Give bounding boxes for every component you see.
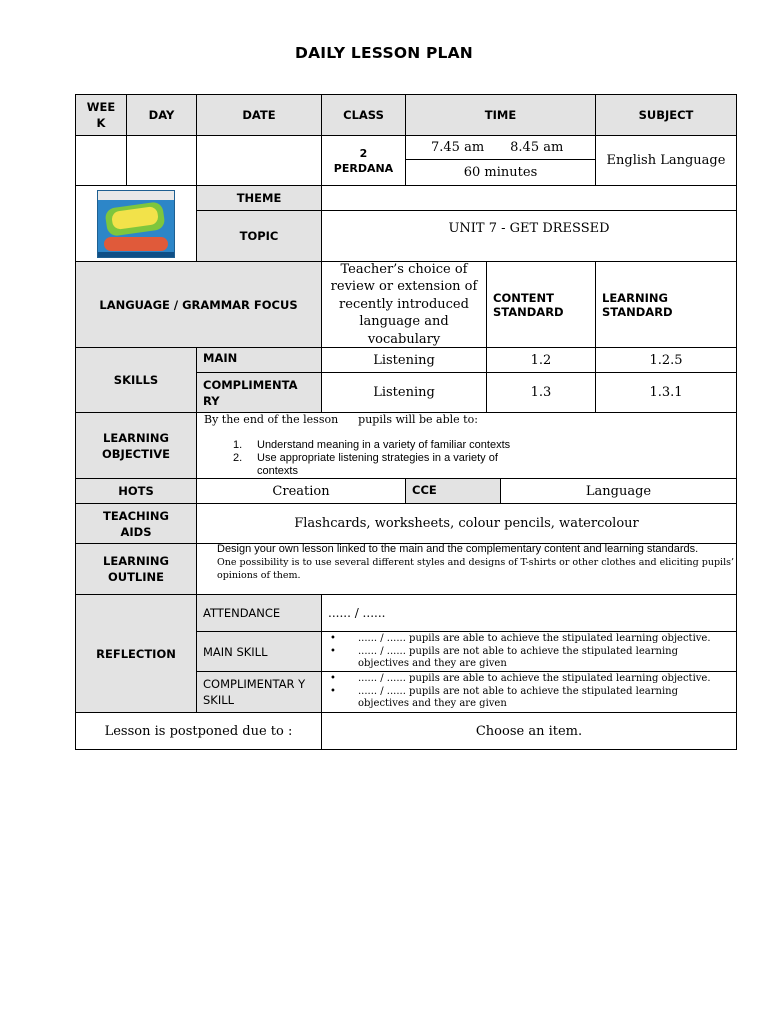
main-content-standard: 1.2 <box>486 347 596 373</box>
cce-value: Language <box>500 478 737 504</box>
page-title: DAILY LESSON PLAN <box>295 44 473 62</box>
attendance-value[interactable]: ...... / ...... <box>321 594 737 632</box>
content-standard-header: CONTENT STANDARD <box>486 261 596 348</box>
date-header: DATE <box>196 94 322 136</box>
time-end: 8.45 am <box>510 140 564 155</box>
week-value[interactable] <box>75 135 127 186</box>
reflection-label: REFLECTION <box>75 594 197 713</box>
reflection-bullet-not-achieved: • ...... / ...... pupils are not able to achieve the stipulated learning objectives and they are given <box>330 645 678 669</box>
focus-value: Teacher’s choice of review or extension of recently introduced language and vocabulary <box>321 261 487 348</box>
theme-label: THEME <box>196 185 322 211</box>
subject-value: English Language <box>595 135 737 186</box>
class-number: 2 <box>359 146 368 160</box>
class-header: CLASS <box>321 94 406 136</box>
time-range <box>405 135 596 160</box>
objective-label: LEARNING OBJECTIVE <box>75 412 197 479</box>
class-name: PERDANA <box>333 161 394 175</box>
main-skill-label: MAIN <box>196 347 322 373</box>
objective-content <box>196 412 737 479</box>
hots-label: HOTS <box>75 478 197 504</box>
comp-skill-reflection <box>321 671 737 713</box>
comp-skill-value: Listening <box>321 372 487 413</box>
main-skill-reflection-label: MAIN SKILL <box>196 631 322 672</box>
comp-learning-standard: 1.3.1 <box>595 372 737 413</box>
outline-content <box>196 543 737 595</box>
class-value <box>321 135 406 186</box>
reflection-bullet-achieved: • ...... / ...... pupils are able to achieve the stipulated learning objective. <box>330 633 711 644</box>
day-header: DAY <box>126 94 197 136</box>
reflection-bullet-not-achieved: • ...... / ...... pupils are not able to achieve the stipulated learning objectives and they are given <box>330 685 678 709</box>
book-cover-icon <box>97 190 175 258</box>
outline-line-1: Design your own lesson linked to the main and the complementary content and learning standards. <box>217 543 699 555</box>
objective-item: 1. Understand meaning in a variety of familiar contexts <box>233 439 511 451</box>
week-header: WEE K <box>75 94 127 136</box>
time-start: 7.45 am <box>431 140 485 155</box>
comp-skill-reflection-label: COMPLIMENTAR Y SKILL <box>196 671 322 713</box>
main-skill-value: Listening <box>321 347 487 373</box>
outline-label: LEARNING OUTLINE <box>75 543 197 595</box>
objective-intro-b: pupils will be able to: <box>358 413 478 426</box>
duration: 60 minutes <box>405 159 596 186</box>
comp-content-standard: 1.3 <box>486 372 596 413</box>
date-value[interactable] <box>196 135 322 186</box>
day-value[interactable] <box>126 135 197 186</box>
topic-label: TOPIC <box>196 210 322 262</box>
objective-item: 2. Use appropriate listening strategies in a variety of contexts <box>233 452 498 477</box>
attendance-label: ATTENDANCE <box>196 594 322 632</box>
main-learning-standard: 1.2.5 <box>595 347 737 373</box>
subject-header: SUBJECT <box>595 94 737 136</box>
objective-list <box>233 439 533 478</box>
aids-label: TEACHING AIDS <box>75 503 197 544</box>
postponed-dropdown[interactable]: Choose an item. <box>321 712 737 750</box>
objective-intro-a: By the end of the lesson <box>204 413 339 426</box>
topic-value: UNIT 7 - GET DRESSED <box>321 210 737 262</box>
book-cover-cell <box>75 185 197 262</box>
reflection-bullet-achieved: • ...... / ...... pupils are able to achieve the stipulated learning objective. <box>330 673 711 684</box>
theme-value[interactable] <box>321 185 737 211</box>
focus-label: LANGUAGE / GRAMMAR FOCUS <box>75 261 322 348</box>
aids-value: Flashcards, worksheets, colour pencils, watercolour <box>196 503 737 544</box>
time-header: TIME <box>405 94 596 136</box>
learning-standard-header: LEARNING STANDARD <box>595 261 737 348</box>
outline-line-2: One possibility is to use several different styles and designs of T-shirts or other clothes and eliciting pupils’ opinions of them. <box>217 557 735 581</box>
cce-label: CCE <box>405 478 501 504</box>
postponed-label: Lesson is postponed due to : <box>75 712 322 750</box>
skills-label: SKILLS <box>75 347 197 413</box>
main-skill-reflection <box>321 631 737 672</box>
comp-skill-label: COMPLIMENTA RY <box>196 372 322 413</box>
hots-value: Creation <box>196 478 406 504</box>
